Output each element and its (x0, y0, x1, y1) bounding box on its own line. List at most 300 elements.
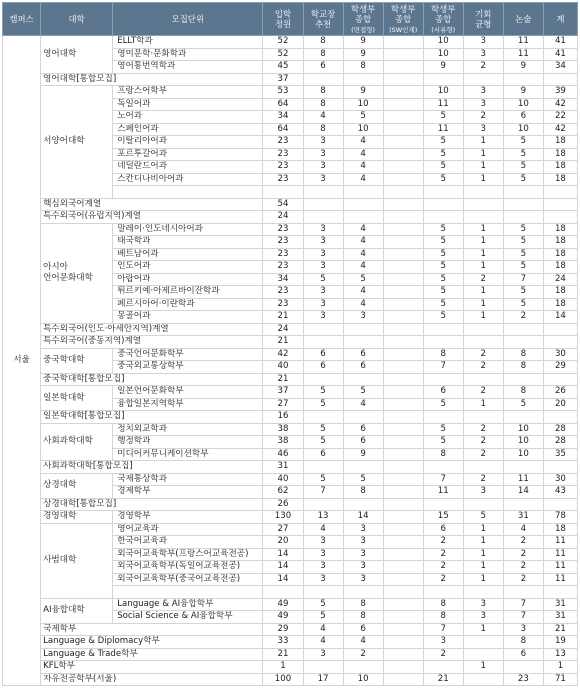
quota-value: 2 (423, 561, 463, 574)
department-cell: 영어교육과 (113, 523, 263, 536)
quota-value (383, 436, 423, 449)
quota-value (423, 211, 463, 224)
quota-value: 11 (503, 36, 543, 49)
quota-value (263, 586, 303, 599)
quota-value: 1 (463, 261, 503, 274)
quota-value (383, 548, 423, 561)
quota-value: 10 (503, 98, 543, 111)
table-row (3, 473, 578, 486)
quota-value: 130 (263, 511, 303, 524)
quota-value: 1 (463, 536, 503, 549)
quota-value: 1 (463, 286, 503, 299)
quota-value (383, 298, 423, 311)
quota-value: 5 (303, 398, 343, 411)
quota-value: 5 (423, 261, 463, 274)
quota-value (383, 473, 423, 486)
quota-value: 21 (263, 373, 303, 386)
quota-value: 3 (463, 598, 503, 611)
quota-value: 21 (263, 648, 303, 661)
column-header: 계 (543, 3, 577, 36)
quota-value: 1 (463, 298, 503, 311)
quota-value: 2 (503, 573, 543, 586)
quota-value: 9 (343, 448, 383, 461)
unit-merged-cell: Language & Trade학부 (41, 648, 263, 661)
quota-value: 38 (263, 423, 303, 436)
quota-value: 2 (503, 311, 543, 324)
quota-value: 3 (463, 48, 503, 61)
quota-value (383, 411, 423, 424)
quota-value: 3 (503, 623, 543, 636)
quota-value: 1 (263, 661, 303, 674)
quota-value: 9 (423, 61, 463, 74)
quota-value: 4 (343, 223, 383, 236)
department-cell: 행정학과 (113, 436, 263, 449)
quota-value: 10 (503, 448, 543, 461)
quota-value: 23 (263, 136, 303, 149)
quota-value: 10 (343, 98, 383, 111)
department-cell: 인도어과 (113, 261, 263, 274)
quota-value (543, 323, 577, 336)
quota-value: 5 (343, 111, 383, 124)
quota-value (543, 461, 577, 474)
quota-value: 1 (463, 398, 503, 411)
quota-value: 7 (423, 361, 463, 374)
quota-value (343, 461, 383, 474)
quota-value (383, 123, 423, 136)
quota-value: 20 (263, 536, 303, 549)
quota-value (503, 73, 543, 86)
quota-value: 4 (343, 298, 383, 311)
department-cell: 중국외교통상학부 (113, 361, 263, 374)
quota-value: 10 (423, 86, 463, 99)
quota-value: 3 (303, 536, 343, 549)
quota-value: 5 (503, 148, 543, 161)
quota-value: 3 (463, 123, 503, 136)
quota-value (383, 148, 423, 161)
quota-value (543, 586, 577, 599)
quota-value (463, 373, 503, 386)
quota-value (383, 98, 423, 111)
column-header: 모집단위 (113, 3, 263, 36)
quota-value (303, 411, 343, 424)
quota-value: 3 (343, 311, 383, 324)
table-row (3, 498, 578, 511)
department-cell: 외국어교육학부(프랑스어교육전공) (113, 548, 263, 561)
quota-value: 6 (343, 623, 383, 636)
quota-value (543, 211, 577, 224)
quota-value (503, 498, 543, 511)
quota-value: 2 (343, 648, 383, 661)
quota-value (423, 186, 463, 199)
quota-value: 18 (543, 523, 577, 536)
quota-value: 1 (463, 661, 503, 674)
quota-value: 11 (423, 486, 463, 499)
quota-value: 8 (343, 598, 383, 611)
quota-value (343, 498, 383, 511)
quota-value: 1 (463, 523, 503, 536)
quota-value (383, 661, 423, 674)
quota-value (543, 186, 577, 199)
quota-value: 2 (503, 561, 543, 574)
quota-value: 3 (463, 86, 503, 99)
quota-value (463, 648, 503, 661)
quota-value: 5 (503, 248, 543, 261)
quota-value: 5 (423, 173, 463, 186)
quota-value: 78 (543, 511, 577, 524)
quota-value (543, 336, 577, 349)
quota-value (543, 198, 577, 211)
quota-value: 1 (463, 548, 503, 561)
quota-value (383, 348, 423, 361)
column-header: 논술 (503, 3, 543, 36)
table-row (3, 73, 578, 86)
quota-value (303, 373, 343, 386)
column-header: 학생부 종합 (SW인재) (383, 3, 423, 36)
column-header: 입학 정원 (263, 3, 303, 36)
table-row (3, 523, 578, 536)
quota-value: 14 (263, 548, 303, 561)
quota-value (423, 586, 463, 599)
quota-value: 10 (503, 123, 543, 136)
department-cell: 네덜란드어과 (113, 161, 263, 174)
quota-value (343, 211, 383, 224)
column-header: 기회 균형 (463, 3, 503, 36)
unit-merged-cell: 상경대학[통합모집] (41, 498, 263, 511)
quota-value: 5 (423, 248, 463, 261)
quota-value: 7 (303, 486, 343, 499)
quota-value: 33 (263, 636, 303, 649)
quota-value: 9 (503, 86, 543, 99)
quota-value: 5 (303, 611, 343, 624)
quota-value (383, 586, 423, 599)
quota-value: 5 (343, 273, 383, 286)
department-cell: 융합일본지역학부 (113, 398, 263, 411)
quota-value (343, 186, 383, 199)
quota-value: 62 (263, 486, 303, 499)
quota-value: 28 (543, 436, 577, 449)
quota-value: 43 (543, 486, 577, 499)
department-cell: 말레이·인도네시아어과 (113, 223, 263, 236)
table-row (3, 86, 578, 99)
quota-value: 5 (303, 386, 343, 399)
quota-value: 2 (463, 448, 503, 461)
quota-value (383, 286, 423, 299)
quota-value: 3 (423, 636, 463, 649)
table-row (3, 323, 578, 336)
quota-value: 64 (263, 123, 303, 136)
quota-value: 27 (263, 398, 303, 411)
quota-value: 18 (543, 236, 577, 249)
quota-value: 8 (423, 598, 463, 611)
quota-value: 9 (503, 61, 543, 74)
quota-value: 29 (543, 361, 577, 374)
quota-value: 10 (343, 673, 383, 686)
quota-value: 4 (343, 636, 383, 649)
table-row (3, 623, 578, 636)
quota-value (463, 461, 503, 474)
department-cell: 몽골어과 (113, 311, 263, 324)
department-cell: 중국언어문화학부 (113, 348, 263, 361)
table-row (3, 36, 578, 49)
unit-merged-cell: 특수외국어(인도·아세안지역)계열 (41, 323, 263, 336)
table-row (3, 211, 578, 224)
quota-value: 5 (423, 423, 463, 436)
unit-merged-cell: 사회과학대학[통합모집] (41, 461, 263, 474)
quota-value: 23 (263, 261, 303, 274)
department-cell: 정치외교학과 (113, 423, 263, 436)
quota-value (383, 511, 423, 524)
quota-value (463, 186, 503, 199)
quota-value: 37 (263, 386, 303, 399)
quota-value (503, 373, 543, 386)
quota-value: 2 (463, 361, 503, 374)
quota-value: 8 (423, 448, 463, 461)
quota-value: 11 (543, 548, 577, 561)
quota-value: 5 (423, 311, 463, 324)
quota-value: 5 (423, 148, 463, 161)
department-cell: 한국어교육과 (113, 536, 263, 549)
quota-value: 21 (263, 311, 303, 324)
quota-value: 6 (343, 436, 383, 449)
column-header: 학생부 종합 (서류형) (423, 3, 463, 36)
quota-value: 8 (303, 86, 343, 99)
quota-value: 23 (503, 673, 543, 686)
quota-value: 5 (303, 436, 343, 449)
table-row (3, 661, 578, 674)
quota-value: 38 (263, 436, 303, 449)
quota-value (303, 186, 343, 199)
quota-value: 11 (423, 98, 463, 111)
quota-value: 6 (303, 448, 343, 461)
quota-value: 19 (543, 636, 577, 649)
quota-value: 27 (263, 523, 303, 536)
department-cell: 미디어커뮤니케이션학부 (113, 448, 263, 461)
department-cell: 아랍어과 (113, 273, 263, 286)
table-row (3, 386, 578, 399)
quota-value: 4 (503, 523, 543, 536)
quota-value: 37 (263, 73, 303, 86)
quota-value (503, 411, 543, 424)
quota-value (543, 411, 577, 424)
quota-value: 3 (303, 298, 343, 311)
quota-value: 28 (543, 423, 577, 436)
quota-value: 54 (263, 198, 303, 211)
department-cell: 스칸디나비아어과 (113, 173, 263, 186)
quota-value: 6 (423, 523, 463, 536)
table-row (3, 648, 578, 661)
quota-value: 23 (263, 173, 303, 186)
quota-value (383, 623, 423, 636)
quota-value: 1 (463, 236, 503, 249)
table-body (3, 36, 578, 686)
quota-value (383, 486, 423, 499)
quota-value: 5 (423, 236, 463, 249)
quota-value: 13 (543, 648, 577, 661)
quota-value: 3 (303, 311, 343, 324)
table-row (3, 673, 578, 686)
college-cell: 중국학대학 (41, 348, 113, 373)
quota-value: 39 (543, 86, 577, 99)
quota-value: 5 (423, 111, 463, 124)
quota-value (503, 186, 543, 199)
quota-value (383, 398, 423, 411)
quota-value: 24 (543, 273, 577, 286)
quota-value (343, 586, 383, 599)
department-cell: 영미문학·문화학과 (113, 48, 263, 61)
quota-value: 31 (503, 511, 543, 524)
quota-value: 30 (543, 348, 577, 361)
quota-value: 3 (303, 148, 343, 161)
quota-value: 11 (543, 573, 577, 586)
department-cell: 이탈리아어과 (113, 136, 263, 149)
campus-cell: 서울 (3, 36, 41, 686)
quota-value: 71 (543, 673, 577, 686)
quota-value: 23 (263, 161, 303, 174)
quota-value: 5 (503, 286, 543, 299)
quota-value: 3 (303, 136, 343, 149)
quota-value (383, 611, 423, 624)
quota-value: 5 (503, 161, 543, 174)
table-row (3, 636, 578, 649)
quota-value: 6 (303, 361, 343, 374)
quota-value (383, 448, 423, 461)
quota-value: 11 (503, 48, 543, 61)
quota-value: 1 (463, 311, 503, 324)
quota-value: 2 (423, 648, 463, 661)
quota-value: 10 (343, 123, 383, 136)
quota-value: 10 (503, 436, 543, 449)
quota-value: 3 (303, 286, 343, 299)
column-header: 학교장 추천 (303, 3, 343, 36)
quota-value: 3 (463, 486, 503, 499)
quota-value: 4 (343, 261, 383, 274)
quota-value: 4 (343, 173, 383, 186)
quota-value: 23 (263, 286, 303, 299)
quota-value (503, 211, 543, 224)
quota-value: 35 (543, 448, 577, 461)
quota-value (343, 323, 383, 336)
quota-value: 20 (543, 398, 577, 411)
quota-value (383, 273, 423, 286)
quota-value: 18 (543, 223, 577, 236)
quota-value: 1 (463, 173, 503, 186)
quota-value (383, 536, 423, 549)
quota-value: 45 (263, 61, 303, 74)
quota-value: 4 (303, 523, 343, 536)
department-cell: ELLT학과 (113, 36, 263, 49)
quota-value: 3 (303, 548, 343, 561)
quota-value: 5 (503, 223, 543, 236)
quota-value: 2 (463, 348, 503, 361)
unit-merged-cell: 특수외국어(중동지역)계열 (41, 336, 263, 349)
quota-value: 21 (543, 623, 577, 636)
quota-value: 1 (463, 573, 503, 586)
quota-value: 6 (343, 361, 383, 374)
quota-value (343, 411, 383, 424)
department-cell: 독일어과 (113, 98, 263, 111)
quota-value: 6 (503, 648, 543, 661)
department-cell (113, 586, 263, 599)
quota-value (383, 373, 423, 386)
quota-value: 42 (543, 98, 577, 111)
quota-value: 2 (463, 61, 503, 74)
quota-value (543, 498, 577, 511)
quota-value: 4 (303, 111, 343, 124)
quota-value: 2 (423, 536, 463, 549)
quota-value: 18 (543, 298, 577, 311)
quota-value: 8 (343, 486, 383, 499)
quota-value (423, 661, 463, 674)
quota-value: 5 (423, 161, 463, 174)
quota-value (503, 586, 543, 599)
quota-value: 3 (303, 173, 343, 186)
quota-value (423, 373, 463, 386)
quota-value: 1 (463, 161, 503, 174)
quota-value (463, 673, 503, 686)
quota-value (463, 198, 503, 211)
quota-value: 5 (303, 423, 343, 436)
quota-value: 2 (463, 423, 503, 436)
quota-value: 34 (263, 111, 303, 124)
quota-value: 3 (463, 36, 503, 49)
quota-value: 4 (343, 286, 383, 299)
college-cell: 상경대학 (41, 473, 113, 498)
quota-value (463, 336, 503, 349)
quota-value: 11 (503, 473, 543, 486)
unit-merged-cell: 자유전공학부(서울) (41, 673, 263, 686)
quota-value (343, 661, 383, 674)
department-cell: 경제학부 (113, 486, 263, 499)
quota-value: 5 (463, 511, 503, 524)
table-row (3, 461, 578, 474)
quota-value: 29 (263, 623, 303, 636)
quota-value: 13 (303, 511, 343, 524)
quota-value: 18 (543, 286, 577, 299)
quota-value: 6 (343, 348, 383, 361)
unit-merged-cell: 영어대학[통합모집] (41, 73, 263, 86)
quota-value: 1 (463, 248, 503, 261)
quota-value (383, 523, 423, 536)
quota-value: 5 (423, 273, 463, 286)
quota-value (383, 173, 423, 186)
quota-value: 14 (543, 311, 577, 324)
quota-value (503, 198, 543, 211)
quota-value: 17 (303, 673, 343, 686)
department-cell: 영어통번역학과 (113, 61, 263, 74)
quota-value (263, 186, 303, 199)
unit-merged-cell: KFL학부 (41, 661, 263, 674)
quota-value: 6 (503, 111, 543, 124)
quota-value (383, 161, 423, 174)
quota-value (423, 198, 463, 211)
quota-value: 5 (503, 398, 543, 411)
quota-value (383, 48, 423, 61)
quota-value: 40 (263, 473, 303, 486)
quota-value: 1 (463, 136, 503, 149)
department-cell: 일본언어문화학부 (113, 386, 263, 399)
quota-value (503, 323, 543, 336)
quota-value: 64 (263, 98, 303, 111)
quota-value: 5 (303, 273, 343, 286)
quota-value (383, 73, 423, 86)
quota-value (343, 73, 383, 86)
quota-value: 10 (503, 423, 543, 436)
quota-value: 5 (503, 261, 543, 274)
quota-value: 5 (423, 436, 463, 449)
quota-value: 2 (503, 536, 543, 549)
quota-value: 16 (263, 411, 303, 424)
quota-value (383, 386, 423, 399)
